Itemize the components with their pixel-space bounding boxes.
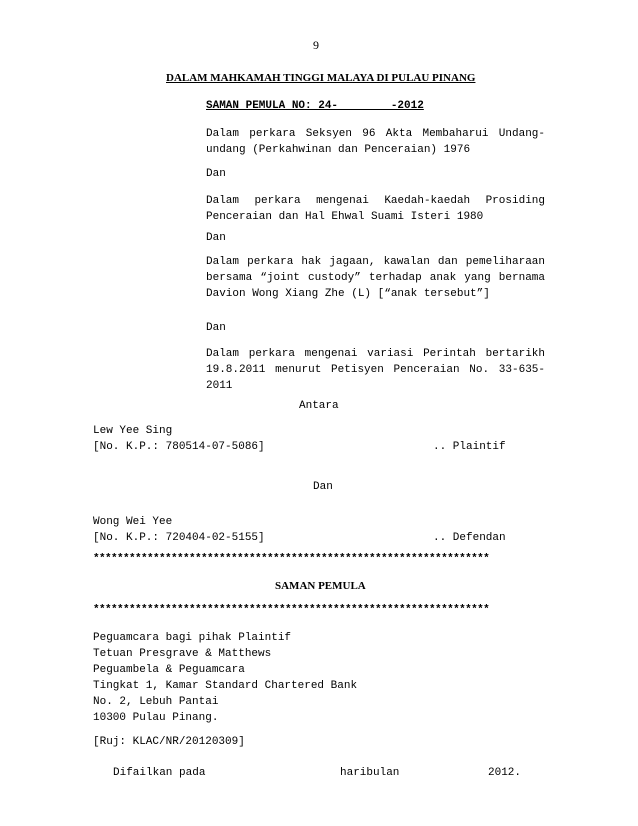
plaintiff-role: .. Plaintif (433, 441, 506, 453)
day-label: haribulan (340, 767, 400, 779)
court-title: DALAM MAHKAMAH TINGGI MALAYA DI PULAU PINANG (166, 72, 476, 84)
solicitor-line-1: Peguamcara bagi pihak Plaintif (93, 632, 292, 644)
matter-paragraph-1: Dalam perkara Seksyen 96 Akta Membaharui Undang-undang (Perkahwinan dan Penceraian) 1976 (206, 128, 545, 156)
star-separator-top: ****************************************************************** (93, 553, 490, 565)
defendant-name: Wong Wei Yee (93, 516, 173, 528)
defendant-role: .. Defendan (433, 532, 506, 544)
reference-number: [Ruj: KLAC/NR/20120309] (93, 736, 245, 748)
defendant-ic: [No. K.P.: 720404-02-5155] (93, 532, 265, 544)
solicitor-line-3: Peguambela & Peguamcara (93, 664, 245, 676)
dan-separator-2: Dan (206, 232, 226, 244)
solicitor-line-4: Tingkat 1, Kamar Standard Chartered Bank (93, 680, 358, 692)
matter-paragraph-4: Dalam perkara mengenai variasi Perintah bertarikh 19.8.2011 menurut Petisyen Penceraian No. 33-635-2011 (206, 348, 545, 392)
solicitor-line-2: Tetuan Presgrave & Matthews (93, 648, 272, 660)
star-separator-bottom: ****************************************************************** (93, 604, 490, 616)
plaintiff-ic: [No. K.P.: 780514-07-5086] (93, 441, 265, 453)
plaintiff-name: Lew Yee Sing (93, 425, 173, 437)
solicitor-line-6: 10300 Pulau Pinang. (93, 712, 219, 724)
filed-on-label: Difailkan pada (113, 767, 206, 779)
matter-paragraph-2: Dalam perkara mengenai Kaedah-kaedah Prosiding Penceraian dan Hal Ehwal Suami Isteri 1980 (206, 195, 545, 223)
antara-label: Antara (299, 400, 339, 412)
year-label: 2012. (488, 767, 522, 779)
dan-separator-1: Dan (206, 168, 226, 180)
dan-between-parties: Dan (313, 481, 333, 493)
solicitor-line-5: No. 2, Lebuh Pantai (93, 696, 219, 708)
page-number: 9 (313, 38, 319, 52)
matter-paragraph-3: Dalam perkara hak jagaan, kawalan dan pemeliharaan bersama “joint custody” terhadap anak yang bernama Davion Wong Xiang Zhe (L) [“anak tersebut”] (206, 256, 545, 300)
document-title: SAMAN PEMULA (275, 580, 366, 592)
case-number: SAMAN PEMULA NO: 24- -2012 (206, 100, 424, 112)
dan-separator-3: Dan (206, 322, 226, 334)
